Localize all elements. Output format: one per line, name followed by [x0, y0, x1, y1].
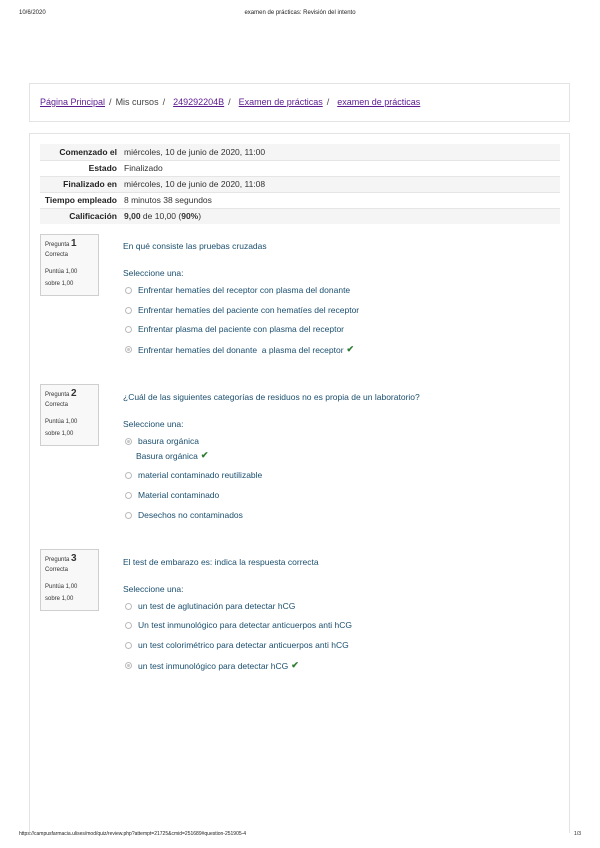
- print-title: examen de prácticas: Revisión del intento: [244, 10, 356, 16]
- radio-icon[interactable]: [125, 492, 132, 499]
- print-header: [0, 10, 600, 22]
- answer-option[interactable]: un test colorimétrico para detectar anticuerpos anti hCG: [125, 640, 349, 650]
- radio-icon[interactable]: [125, 512, 132, 519]
- question-text: El test de embarazo es: indica la respuesta correcta: [123, 557, 319, 567]
- question-grade-max: sobre 1,00: [45, 596, 74, 602]
- summary-label: Finalizado en: [40, 176, 123, 192]
- question-state: Correcta: [45, 567, 69, 573]
- breadcrumb-separator: /: [109, 97, 112, 107]
- answer-feedback: Basura orgánica ✔: [136, 450, 209, 461]
- grade-score: 9,00: [124, 211, 141, 222]
- question-grade-max: sobre 1,00: [45, 431, 74, 437]
- answer-option[interactable]: Un test inmunológico para detectar anticuerpos anti hCG: [125, 620, 352, 630]
- question-info-3: [40, 549, 99, 611]
- answer-option-selected[interactable]: un test inmunológico para detectar hCG ✔: [125, 660, 299, 671]
- attempt-summary-table: [40, 144, 560, 224]
- answer-option[interactable]: un test de aglutinación para detectar hCG: [125, 601, 295, 611]
- question-grade: Puntúa 1,00: [45, 419, 78, 425]
- answer-option[interactable]: Desechos no contaminados: [125, 510, 243, 520]
- question-number: Pregunta 1: [45, 238, 77, 249]
- summary-label: Estado: [40, 160, 123, 176]
- summary-label: Comenzado el: [40, 144, 123, 160]
- question-prompt: Seleccione una:: [123, 419, 184, 429]
- radio-icon[interactable]: [125, 326, 132, 333]
- summary-row: [40, 176, 560, 192]
- breadcrumb: [40, 97, 420, 107]
- breadcrumb-section-link[interactable]: Examen de prácticas: [238, 97, 323, 107]
- summary-label: Tiempo empleado: [40, 192, 123, 208]
- question-prompt: Seleccione una:: [123, 584, 184, 594]
- radio-icon[interactable]: [125, 642, 132, 649]
- breadcrumb-home-link[interactable]: Página Principal: [40, 97, 106, 107]
- breadcrumb-bar: [29, 83, 570, 122]
- print-date: 10/6/2020: [19, 10, 46, 16]
- question-text: En qué consiste las pruebas cruzadas: [123, 241, 267, 251]
- question-info-1: [40, 234, 99, 296]
- summary-row: [40, 144, 560, 160]
- summary-label: Calificación: [40, 208, 123, 224]
- question-grade: Puntúa 1,00: [45, 269, 78, 275]
- question-text: ¿Cuál de las siguientes categorías de residuos no es propia de un laboratorio?: [123, 392, 420, 402]
- print-footer: [0, 831, 600, 841]
- answer-option-selected[interactable]: Enfrentar hematíes del donante a plasma del receptor ✔: [125, 344, 354, 355]
- grade-of: de 10,00: [142, 211, 177, 222]
- summary-row: [40, 208, 560, 224]
- question-number: Pregunta 3: [45, 553, 77, 564]
- answer-option-selected[interactable]: basura orgánica: [125, 436, 199, 446]
- review-region: [29, 133, 570, 833]
- radio-icon[interactable]: [125, 346, 132, 353]
- breadcrumb-separator: /: [326, 97, 330, 107]
- summary-grade: 9,00 de 10,00 (90%): [123, 208, 560, 224]
- summary-value: Finalizado: [123, 160, 560, 176]
- check-icon: ✔: [200, 450, 209, 460]
- breadcrumb-separator: /: [162, 97, 166, 107]
- summary-value: miércoles, 10 de junio de 2020, 11:00: [123, 144, 560, 160]
- answer-option[interactable]: Material contaminado: [125, 490, 219, 500]
- question-state: Correcta: [45, 402, 69, 408]
- radio-icon[interactable]: [125, 603, 132, 610]
- print-page-number: 1/3: [574, 831, 581, 837]
- question-state: Correcta: [45, 252, 69, 258]
- answer-option[interactable]: Enfrentar hematíes del receptor con plasma del donante: [125, 285, 350, 295]
- question-info-2: [40, 384, 99, 446]
- answer-option[interactable]: Enfrentar plasma del paciente con plasma del receptor: [125, 324, 344, 334]
- question-grade-max: sobre 1,00: [45, 281, 74, 287]
- radio-icon[interactable]: [125, 622, 132, 629]
- question-grade: Puntúa 1,00: [45, 584, 78, 590]
- question-number: Pregunta 2: [45, 388, 77, 399]
- summary-row: [40, 192, 560, 208]
- breadcrumb-my-courses: Mis cursos: [115, 97, 159, 107]
- breadcrumb-separator: /: [228, 97, 231, 107]
- radio-icon[interactable]: [125, 472, 132, 479]
- radio-icon[interactable]: [125, 662, 132, 669]
- breadcrumb-quiz-link[interactable]: examen de prácticas: [337, 97, 421, 107]
- answer-option[interactable]: Enfrentar hematíes del paciente con hematíes del receptor: [125, 305, 359, 315]
- check-icon: ✔: [291, 660, 299, 670]
- summary-value: 8 minutos 38 segundos: [123, 192, 560, 208]
- radio-icon[interactable]: [125, 287, 132, 294]
- radio-icon[interactable]: [125, 438, 132, 445]
- answer-option[interactable]: material contaminado reutilizable: [125, 470, 262, 480]
- check-icon: ✔: [346, 344, 355, 354]
- breadcrumb-course-link[interactable]: 249292204B: [173, 97, 225, 107]
- summary-value: miércoles, 10 de junio de 2020, 11:08: [123, 176, 560, 192]
- radio-icon[interactable]: [125, 307, 132, 314]
- grade-percent: 90%: [181, 211, 199, 222]
- question-prompt: Seleccione una:: [123, 268, 184, 278]
- print-url: https://campusfarmacia.ulises/mod/quiz/review.php?attempt=21725&cmid=251689#question-251905-4: [19, 831, 247, 837]
- summary-row: [40, 160, 560, 176]
